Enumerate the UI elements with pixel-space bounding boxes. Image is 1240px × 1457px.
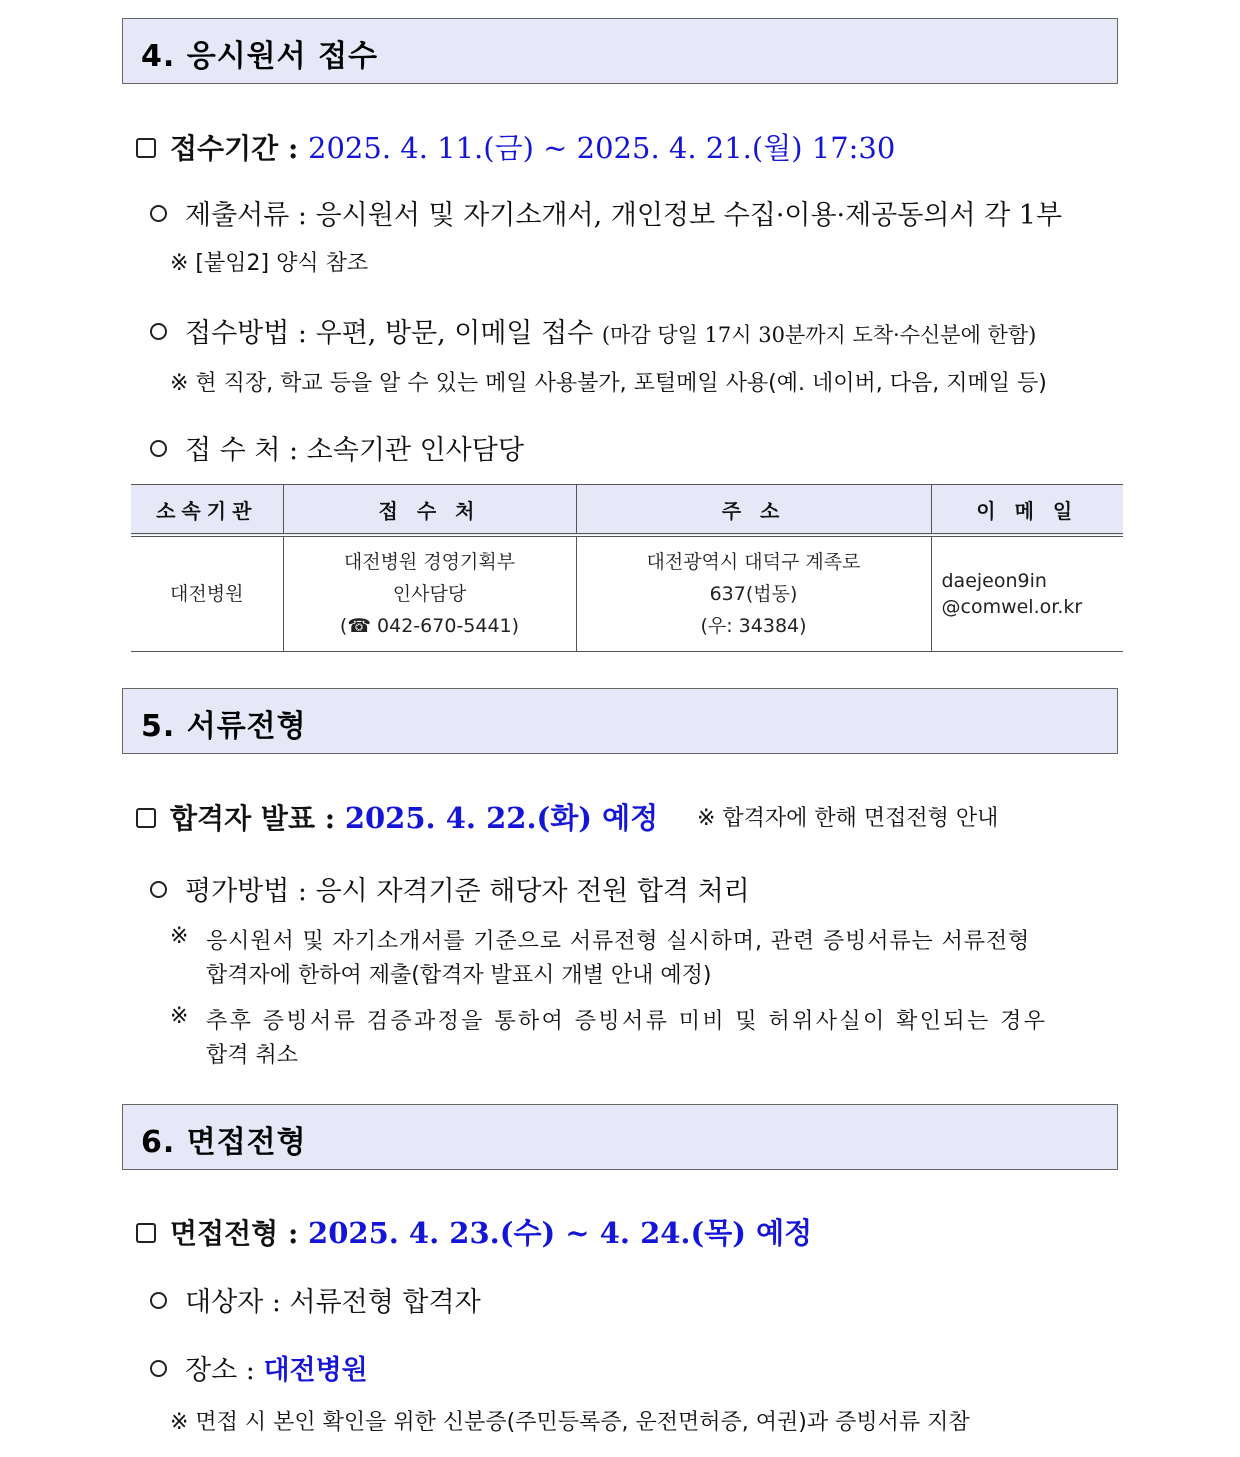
circle-bullet-icon: [150, 205, 167, 222]
docs-note: ※ [붙임2] 양식 참조: [170, 251, 369, 276]
place-note: ※ 면접 시 본인 확인을 위한 신분증(주민등록증, 운전면허증, 여권)과 증빙서류 지참: [170, 1410, 970, 1435]
section-5-header: [122, 688, 1118, 754]
announce-value: 2025. 4. 22.(화) 예정: [344, 801, 659, 835]
cell-org: 대전병원: [131, 535, 283, 652]
header-office: 접 수 처: [283, 485, 576, 536]
square-bullet-icon: [136, 808, 156, 828]
cell-email: daejeon9in @comwel.or.kr: [931, 535, 1123, 652]
docs-line: 제출서류 : 응시원서 및 자기소개서, 개인정보 수집·이용·제공동의서 각 1부: [150, 193, 1062, 232]
circle-bullet-icon: [150, 440, 167, 457]
table-header-row: [131, 485, 1123, 536]
eval-note-1-line-1: 응시원서 및 자기소개서를 기준으로 서류전형 실시하며, 관련 증빙서류는 서류전형: [206, 929, 1031, 954]
header-org: 소속기관: [131, 485, 283, 536]
announce-line: 합격자 발표 : 2025. 4. 22.(화) 예정: [136, 796, 658, 837]
receipt-period-value: 2025. 4. 11.(금) ~ 2025. 4. 21.(월) 17:30: [308, 131, 896, 165]
note-mark: ※: [170, 924, 189, 949]
section-4-title: 4. 응시원서 접수: [141, 39, 379, 74]
square-bullet-icon: [136, 1223, 156, 1243]
interview-line: 면접전형 : 2025. 4. 23.(수) ~ 4. 24.(목) 예정: [136, 1211, 812, 1252]
circle-bullet-icon: [150, 1360, 167, 1377]
circle-bullet-icon: [150, 1292, 167, 1309]
eval-line: 평가방법 : 응시 자격기준 해당자 전원 합격 처리: [150, 869, 750, 908]
place-value: 대전병원: [263, 1355, 368, 1386]
office-line: 접 수 처 : 소속기관 인사담당: [150, 428, 524, 467]
eval-note-2-line-1: 추후 증빙서류 검증과정을 통하여 증빙서류 미비 및 허위사실이 확인되는 경우: [206, 1009, 1048, 1034]
section-6-title: 6. 면접전형: [141, 1125, 307, 1160]
eval-note-2-line-2: 합격 취소: [206, 1043, 299, 1068]
circle-bullet-icon: [150, 881, 167, 898]
method-line: 접수방법 : 우편, 방문, 이메일 접수 (마감 당일 17시 30분까지 도착·수신분에 한함): [150, 311, 1036, 350]
section-5-title: 5. 서류전형: [141, 709, 307, 744]
note-mark: ※: [170, 1004, 189, 1029]
cell-address: 대전광역시 대덕구 계족로 637(법동) (우: 34384): [576, 535, 931, 652]
cell-office: 대전병원 경영기획부 인사담당 (☎ 042-670-5441): [283, 535, 576, 652]
square-bullet-icon: [136, 138, 156, 158]
receipt-period-line: 접수기간 : 2025. 4. 11.(금) ~ 2025. 4. 21.(월) 17:30: [136, 126, 895, 167]
place-line: 장소 : 대전병원: [150, 1348, 368, 1387]
header-address: 주 소: [576, 485, 931, 536]
table-row: [131, 535, 1123, 652]
header-email: 이 메 일: [931, 485, 1123, 536]
eval-note-1-line-2: 합격자에 한하여 제출(합격자 발표시 개별 안내 예정): [206, 963, 712, 988]
announce-note: ※ 합격자에 한해 면접전형 안내: [697, 806, 999, 831]
receipt-table: [131, 484, 1123, 652]
method-note: ※ 현 직장, 학교 등을 알 수 있는 메일 사용불가, 포털메일 사용(예. 네이버, 다음, 지메일 등): [170, 371, 1047, 396]
section-6-header: [122, 1104, 1118, 1170]
interview-value: 2025. 4. 23.(수) ~ 4. 24.(목) 예정: [308, 1216, 813, 1250]
target-line: 대상자 : 서류전형 합격자: [150, 1280, 481, 1319]
section-4-header: [122, 18, 1118, 84]
circle-bullet-icon: [150, 323, 167, 340]
